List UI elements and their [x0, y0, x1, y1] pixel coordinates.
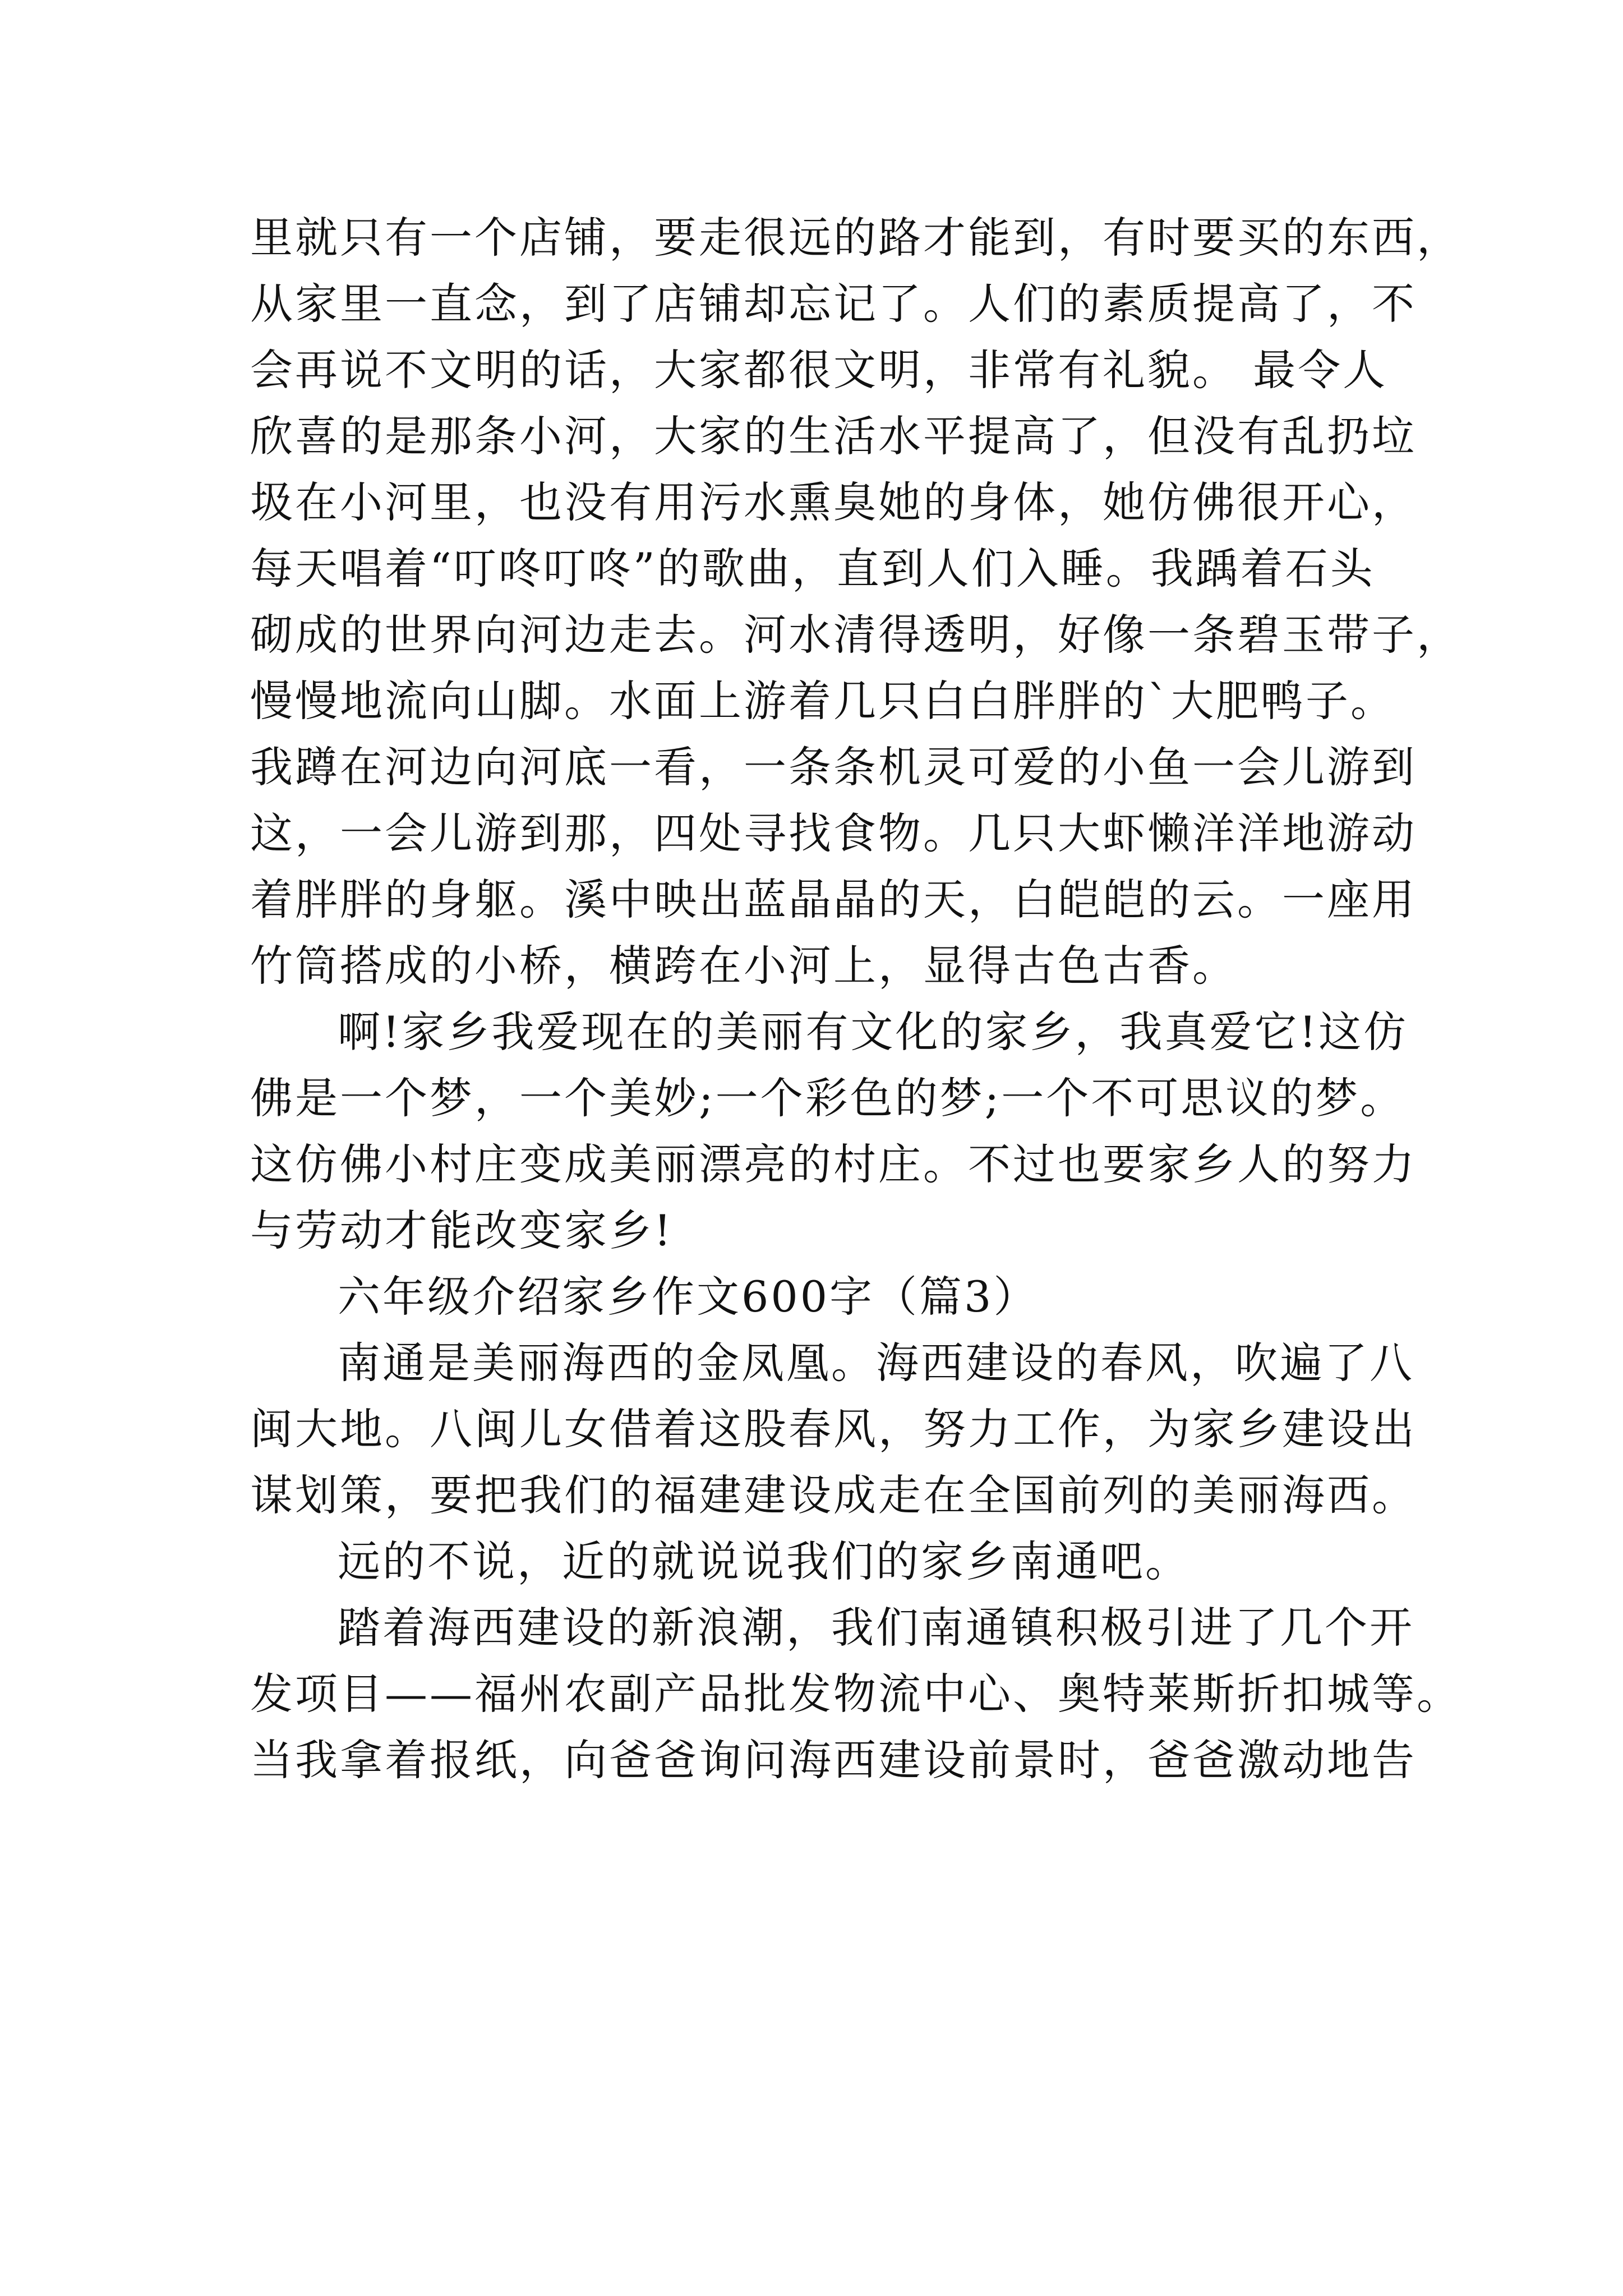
text-line: 这仿佛小村庄变成美丽漂亮的村庄。不过也要家乡人的努力	[250, 1139, 1417, 1189]
text-line: 着胖胖的身躯。溪中映出蓝晶晶的天，白皑皑的云。一座用	[250, 875, 1417, 924]
text-line: 啊!家乡我爱现在的美丽有文化的家乡，我真爱它!这仿	[338, 1007, 1409, 1057]
text-line: 踏着海西建设的新浪潮，我们南通镇积极引进了几个开	[338, 1603, 1414, 1653]
text-line: 发项目——福州农副产品批发物流中心、奥特莱斯折扣城等。	[250, 1669, 1461, 1719]
text-line: 与劳动才能改变家乡!	[250, 1205, 674, 1255]
text-line: 从家里一直念，到了店铺却忘记了。人们的素质提高了，不	[250, 279, 1417, 329]
text-line: 这，一会儿游到那，四处寻找食物。几只大虾懒洋洋地游动	[250, 808, 1417, 858]
text-line: 慢慢地流向山脚。水面上游着几只白白胖胖的`大肥鸭子。	[250, 676, 1395, 726]
text-line: 远的不说，近的就说说我们的家乡南通吧。	[338, 1536, 1190, 1586]
text-line: 佛是一个梦，一个美妙;一个彩色的梦;一个不可思议的梦。	[250, 1073, 1405, 1123]
text-line: 六年级介绍家乡作文600字（篇3）	[338, 1272, 1039, 1322]
body-text	[250, 205, 1461, 1793]
text-line: 我蹲在河边向河底一看，一条条机灵可爱的小鱼一会儿游到	[250, 742, 1417, 792]
text-line: 会再说不文明的话，大家都很文明，非常有礼貌。 最令人	[250, 345, 1388, 395]
text-line: 每天唱着“叮咚叮咚”的歌曲，直到人们入睡。我踽着石头	[250, 544, 1375, 593]
text-line: 圾在小河里，也没有用污水熏臭她的身体，她仿佛很开心，	[250, 477, 1417, 527]
text-line: 南通是美丽海西的金凤凰。海西建设的春风，吹遍了八	[338, 1338, 1414, 1388]
text-line: 里就只有一个店铺，要走很远的路才能到，有时要买的东西，	[250, 213, 1461, 263]
text-line: 砌成的世界向河边走去。河水清得透明，好像一条碧玉带子，	[250, 610, 1461, 660]
text-line: 欣喜的是那条小河，大家的生活水平提高了，但没有乱扔垃	[250, 411, 1417, 461]
text-line: 闽大地。八闽儿女借着这股春风，努力工作，为家乡建设出	[250, 1404, 1417, 1454]
text-line: 竹筒搭成的小桥，横跨在小河上，显得古色古香。	[250, 941, 1237, 991]
text-line: 当我拿着报纸，向爸爸询问海西建设前景时，爸爸激动地告	[250, 1735, 1417, 1785]
text-line: 谋划策，要把我们的福建建设成走在全国前列的美丽海西。	[250, 1470, 1417, 1520]
